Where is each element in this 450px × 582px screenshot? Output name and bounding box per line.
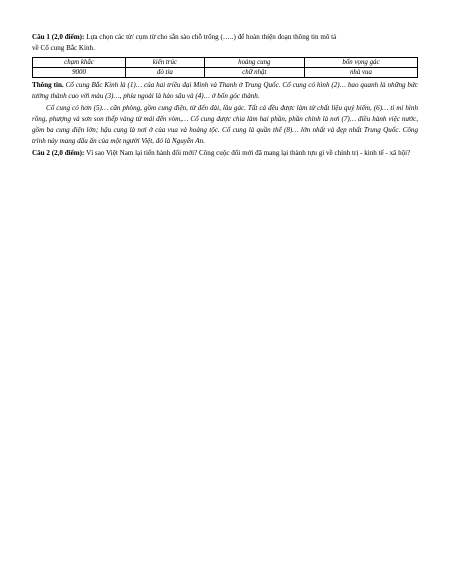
question-2-prompt [32,148,418,159]
question-1-label: Câu 1 (2,0 điểm): [32,33,85,41]
table-cell: 9000 [33,68,126,78]
question-2-text: Vì sao Việt Nam lại tiến hành đổi mới? Công cuộc đổi mới đã mang lại thành tựu gì về chính trị - kinh tế - xã hội? [84,148,411,157]
table-cell: hoàng cung [204,58,304,68]
info-paragraph-2: Cổ cung có hơn (5)… căn phòng, gồm cung điện, từ đến đài, lầu gác. Tất cả đều được làm từ chất liệu quý hiếm, (6)… tỉ mỉ hình rồng, phượng và sơn son thếp vàng từ mái đến vòm,… Cổ cung được chia làm hai phần, phần chính là nơi (7)… điều hành việc nước, gồm ba cung điện lớn; hậu cung là nơi ở của vua và hoàng tộc. Cổ cung là quần thể (8)… lớn nhất và đẹp nhất Trung Quốc. Công trình này mang dấu ấn của một người Việt, đó là Nguyễn An. [32,103,418,146]
info-heading: Thông tin. [32,81,64,89]
table-cell: chữ nhật [204,68,304,78]
table-cell: bốn vọng gác [304,58,417,68]
question-2-label: Câu 2 (2,0 điểm): [32,148,85,157]
table-row [33,58,418,68]
table-cell: nhà vua [304,68,417,78]
table-cell: kiến trúc [126,58,205,68]
question-1-text-line1: Lựa chọn các từ/ cụm từ cho sẵn sào chỗ trống (…..) để hoàn thiện đoạn thông tin mô tả [84,33,337,41]
question-1-prompt [32,32,418,54]
table-row [33,68,418,78]
word-bank-table [32,57,418,78]
info-paragraph-1-text: Cổ cung Bắc Kinh là (1)… của hai triều đại Minh và Thanh ở Trung Quốc. Cổ cung có hình (2)… bao quanh là những bức tường thành cao với màu (3)…, phía ngoài là hào sâu và (4)… ở bốn góc thành. [32,81,418,101]
table-cell: đỏ tía [126,68,205,78]
info-paragraph-1 [32,80,418,103]
question-1-text-line2: về Cổ cung Bắc Kinh. [32,44,95,52]
table-cell: chạm khắc [33,58,126,68]
